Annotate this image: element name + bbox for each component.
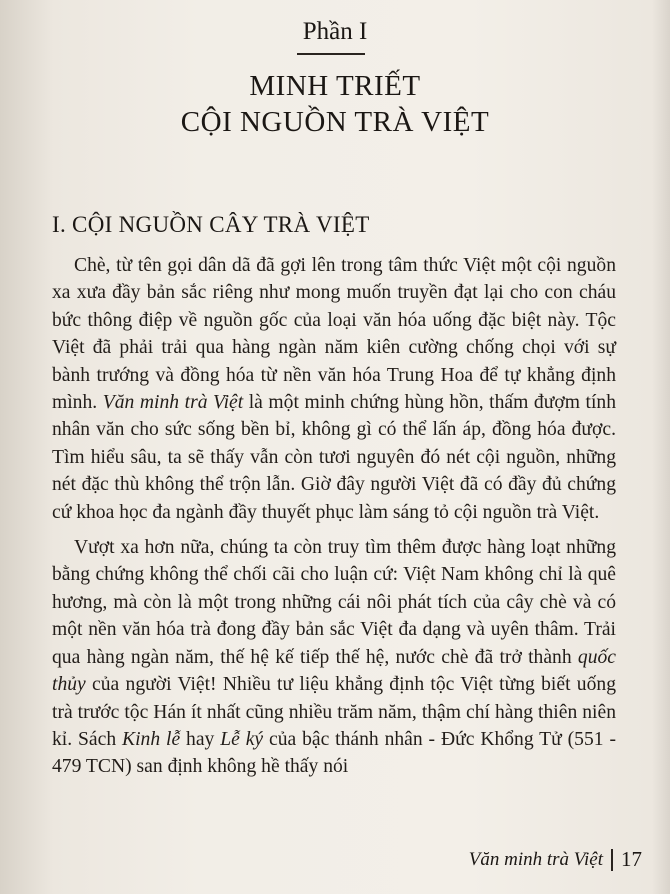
paragraph-2-text-b: của người Việt! Nhiều tư liệu khẳng định tộc Việt từng biết uống trà trước tộc Hán ít nhất cũng nhiều trăm năm, thậm chí hàng thiên niên kỉ. Sách: [52, 674, 616, 750]
body-text: [52, 252, 616, 789]
paragraph-2-italic-quoc-thuy: quốc thủy: [52, 646, 616, 696]
paragraph-2-italic-le-ky: Lễ ký: [220, 728, 264, 750]
running-footer-book-title: Văn minh trà Việt: [468, 848, 603, 870]
chapter-title-line-2: CỘI NGUỒN TRÀ VIỆT: [180, 106, 490, 138]
paragraph-1-italic-book-title: Văn minh trà Việt: [102, 392, 244, 414]
page-edge-shadow: [652, 0, 670, 894]
chapter-title-line-1: MINH TRIẾT: [249, 70, 421, 102]
page-number: 17: [621, 847, 642, 871]
part-label: Phần I: [302, 18, 368, 45]
paragraph-2-italic-kinh-le: Kinh lễ: [122, 728, 181, 750]
section-heading: I. CỘI NGUỒN CÂY TRÀ VIỆT: [52, 212, 370, 237]
paragraph-2-text-a: Vượt xa hơn nữa, chúng ta còn truy tìm thêm được hàng loạt những bằng chứng không thể chối cãi cho luận cứ: Việt Nam không chỉ là quê hương, mà còn là một trong những cái nôi phát tích của cây chè và có một nền văn hóa trà đong đầy bản sắc Việt đa dạng và uyên thâm. Trải qua hàng ngàn năm, thế hệ kế tiếp thế hệ, nước chè đã trở thành: [52, 537, 616, 668]
footer-separator: [611, 849, 613, 871]
part-underline-rule: [297, 53, 365, 55]
paragraph-1: [52, 252, 616, 526]
paragraph-2-text-c: hay: [180, 728, 221, 750]
paragraph-2-text-d: của bậc thánh nhân - Đức Khổng Tử (551 - 479 TCN) san định không hề thấy nói: [52, 728, 616, 778]
paragraph-1-text-a: Chè, từ tên gọi dân dã đã gợi lên trong tâm thức Việt một cội nguồn xa xưa đầy bản sắc riêng như mong muốn truyền đạt lại cho con cháu bức thông điệp về nguồn gốc của loại văn hóa uống đặc biệt này. Tộc Việt đã phải trải qua hàng ngàn năm kiên cường chống chọi với sự bành trướng và đồng hóa từ nền văn hóa Trung Hoa để tự khẳng định mình.: [52, 255, 616, 414]
chapter-title: [0, 68, 670, 140]
paragraph-1-text-b: là một minh chứng hùng hồn, thấm đượm tính nhân văn cho sức sống bền bỉ, không gì có thể lấn áp, đồng hóa được. Tìm hiểu sâu, ta sẽ thấy vẫn còn tươi nguyên đó nét cội nguồn, những nét đặc thù không thể trộn lẫn. Giờ đây người Việt đã có đầy đủ chứng cứ khoa học đa ngành đầy thuyết phục làm sáng tỏ cội nguồn trà Việt.: [52, 392, 616, 523]
page-footer: [469, 847, 642, 872]
paragraph-2: [52, 534, 616, 781]
